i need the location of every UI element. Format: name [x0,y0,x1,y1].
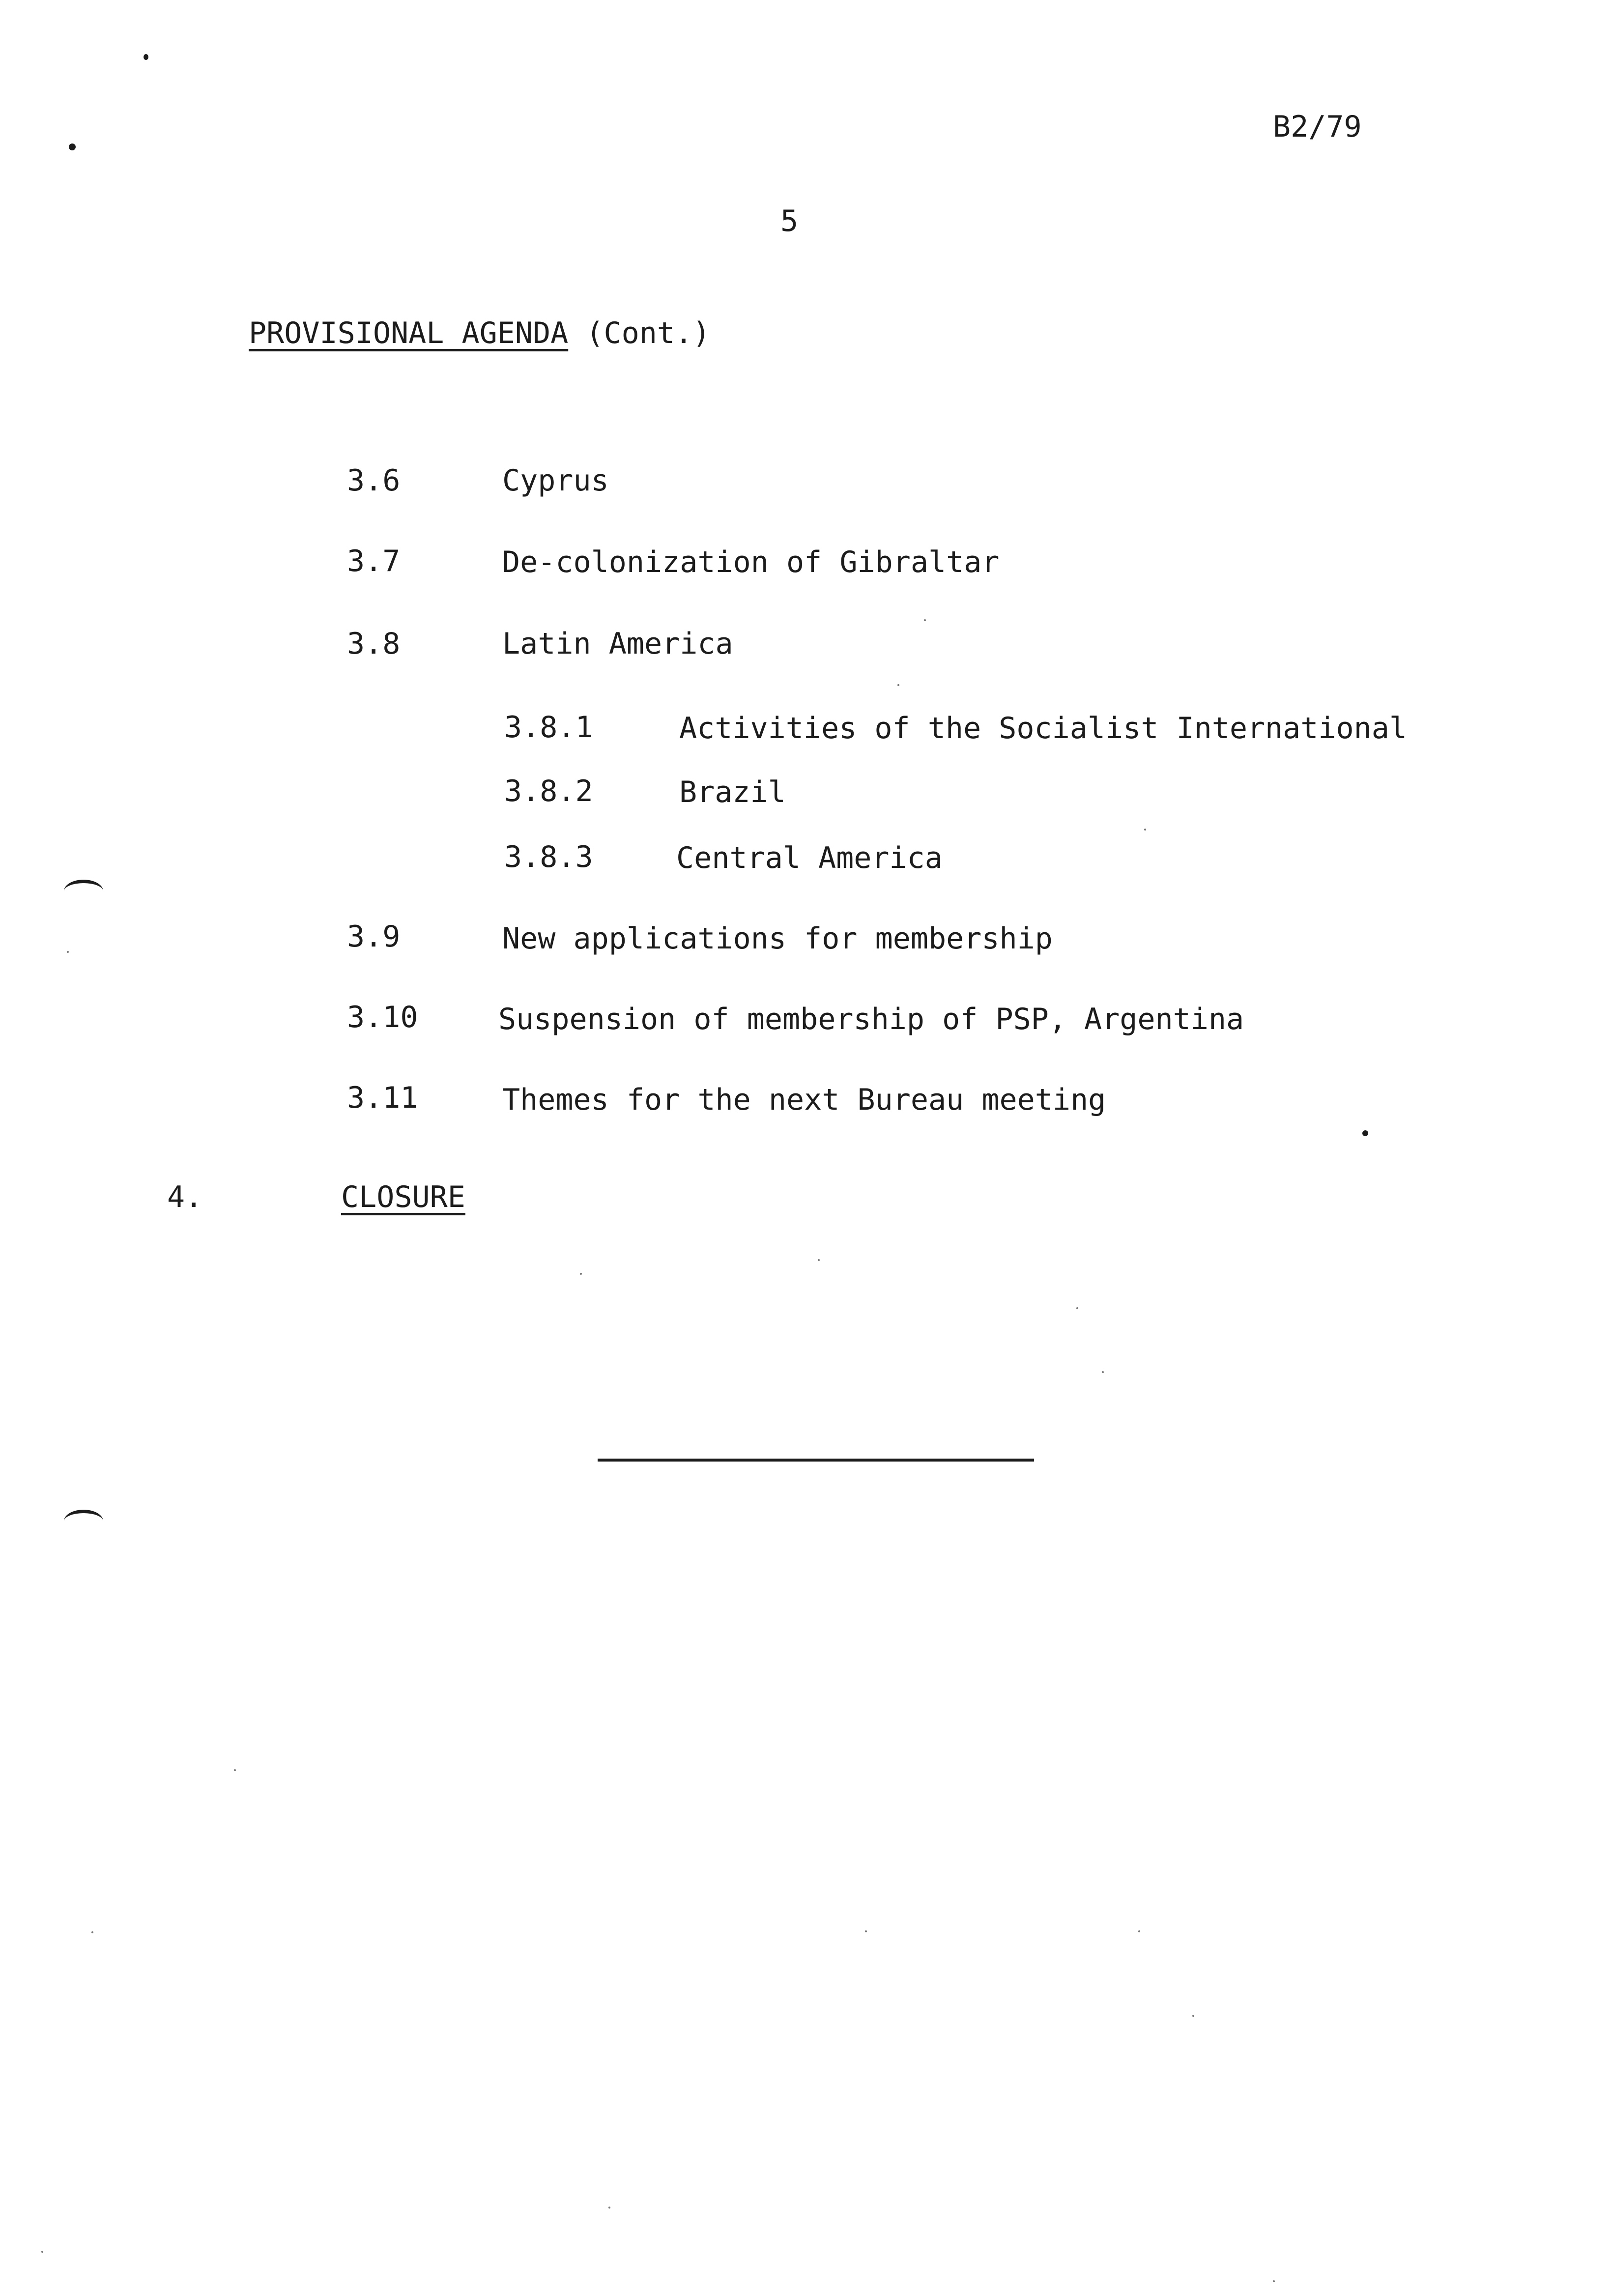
section-title-suffix: (Cont.) [586,316,711,350]
agenda-subitem-number: 3.8.2 [504,774,593,808]
agenda-item-number: 3.8 [347,627,401,661]
document-reference: B2/79 [1273,110,1362,144]
scan-mark [1362,1130,1368,1136]
agenda-item-number: 3.10 [347,1000,418,1034]
agenda-subitem-text: Central America [676,841,943,875]
scan-speck [41,2251,43,2253]
agenda-subitem-text: Brazil [679,775,786,809]
scan-speck [924,619,926,621]
scan-speck [91,1931,93,1933]
agenda-item-text: De-colonization of Gibraltar [502,545,1000,579]
scan-speck [608,2207,610,2209]
scan-speck [67,951,69,953]
scan-speck [865,1930,867,1932]
agenda-item-number: 3.6 [347,463,401,498]
punch-hole-mark [64,1510,103,1533]
scan-speck [818,1259,820,1261]
agenda-subitem-number: 3.8.3 [504,840,593,874]
scan-speck [1102,1371,1104,1373]
section-heading [249,318,710,348]
agenda-item-number: 3.7 [347,544,401,578]
agenda-item-text: New applications for membership [502,921,1053,956]
agenda-item-number: 3.9 [347,919,401,954]
closure-number: 4. [167,1180,203,1214]
agenda-subitem-number: 3.8.1 [504,710,593,745]
punch-hole-mark [64,880,103,903]
page-number: 5 [780,204,799,238]
agenda-item-number: 3.11 [347,1081,418,1115]
scan-speck [1192,2015,1194,2017]
scan-speck [897,684,899,686]
scan-mark [144,54,148,60]
end-of-document-rule [598,1459,1034,1462]
closure-label: CLOSURE [341,1180,465,1214]
agenda-item-text: Themes for the next Bureau meeting [502,1083,1106,1117]
scan-speck [1076,1307,1078,1309]
section-title: PROVISIONAL AGENDA [249,316,569,350]
scan-speck [1138,1930,1140,1932]
agenda-item-text: Suspension of membership of PSP, Argentina [498,1002,1244,1036]
scan-speck [580,1273,582,1275]
scan-speck [234,1769,236,1771]
scan-speck [1144,829,1146,831]
agenda-item-text: Cyprus [502,463,609,498]
agenda-subitem-text: Activities of the Socialist International [679,711,1408,746]
scan-mark [69,144,76,150]
agenda-item-text: Latin America [502,627,733,661]
scan-speck [1273,2280,1275,2282]
